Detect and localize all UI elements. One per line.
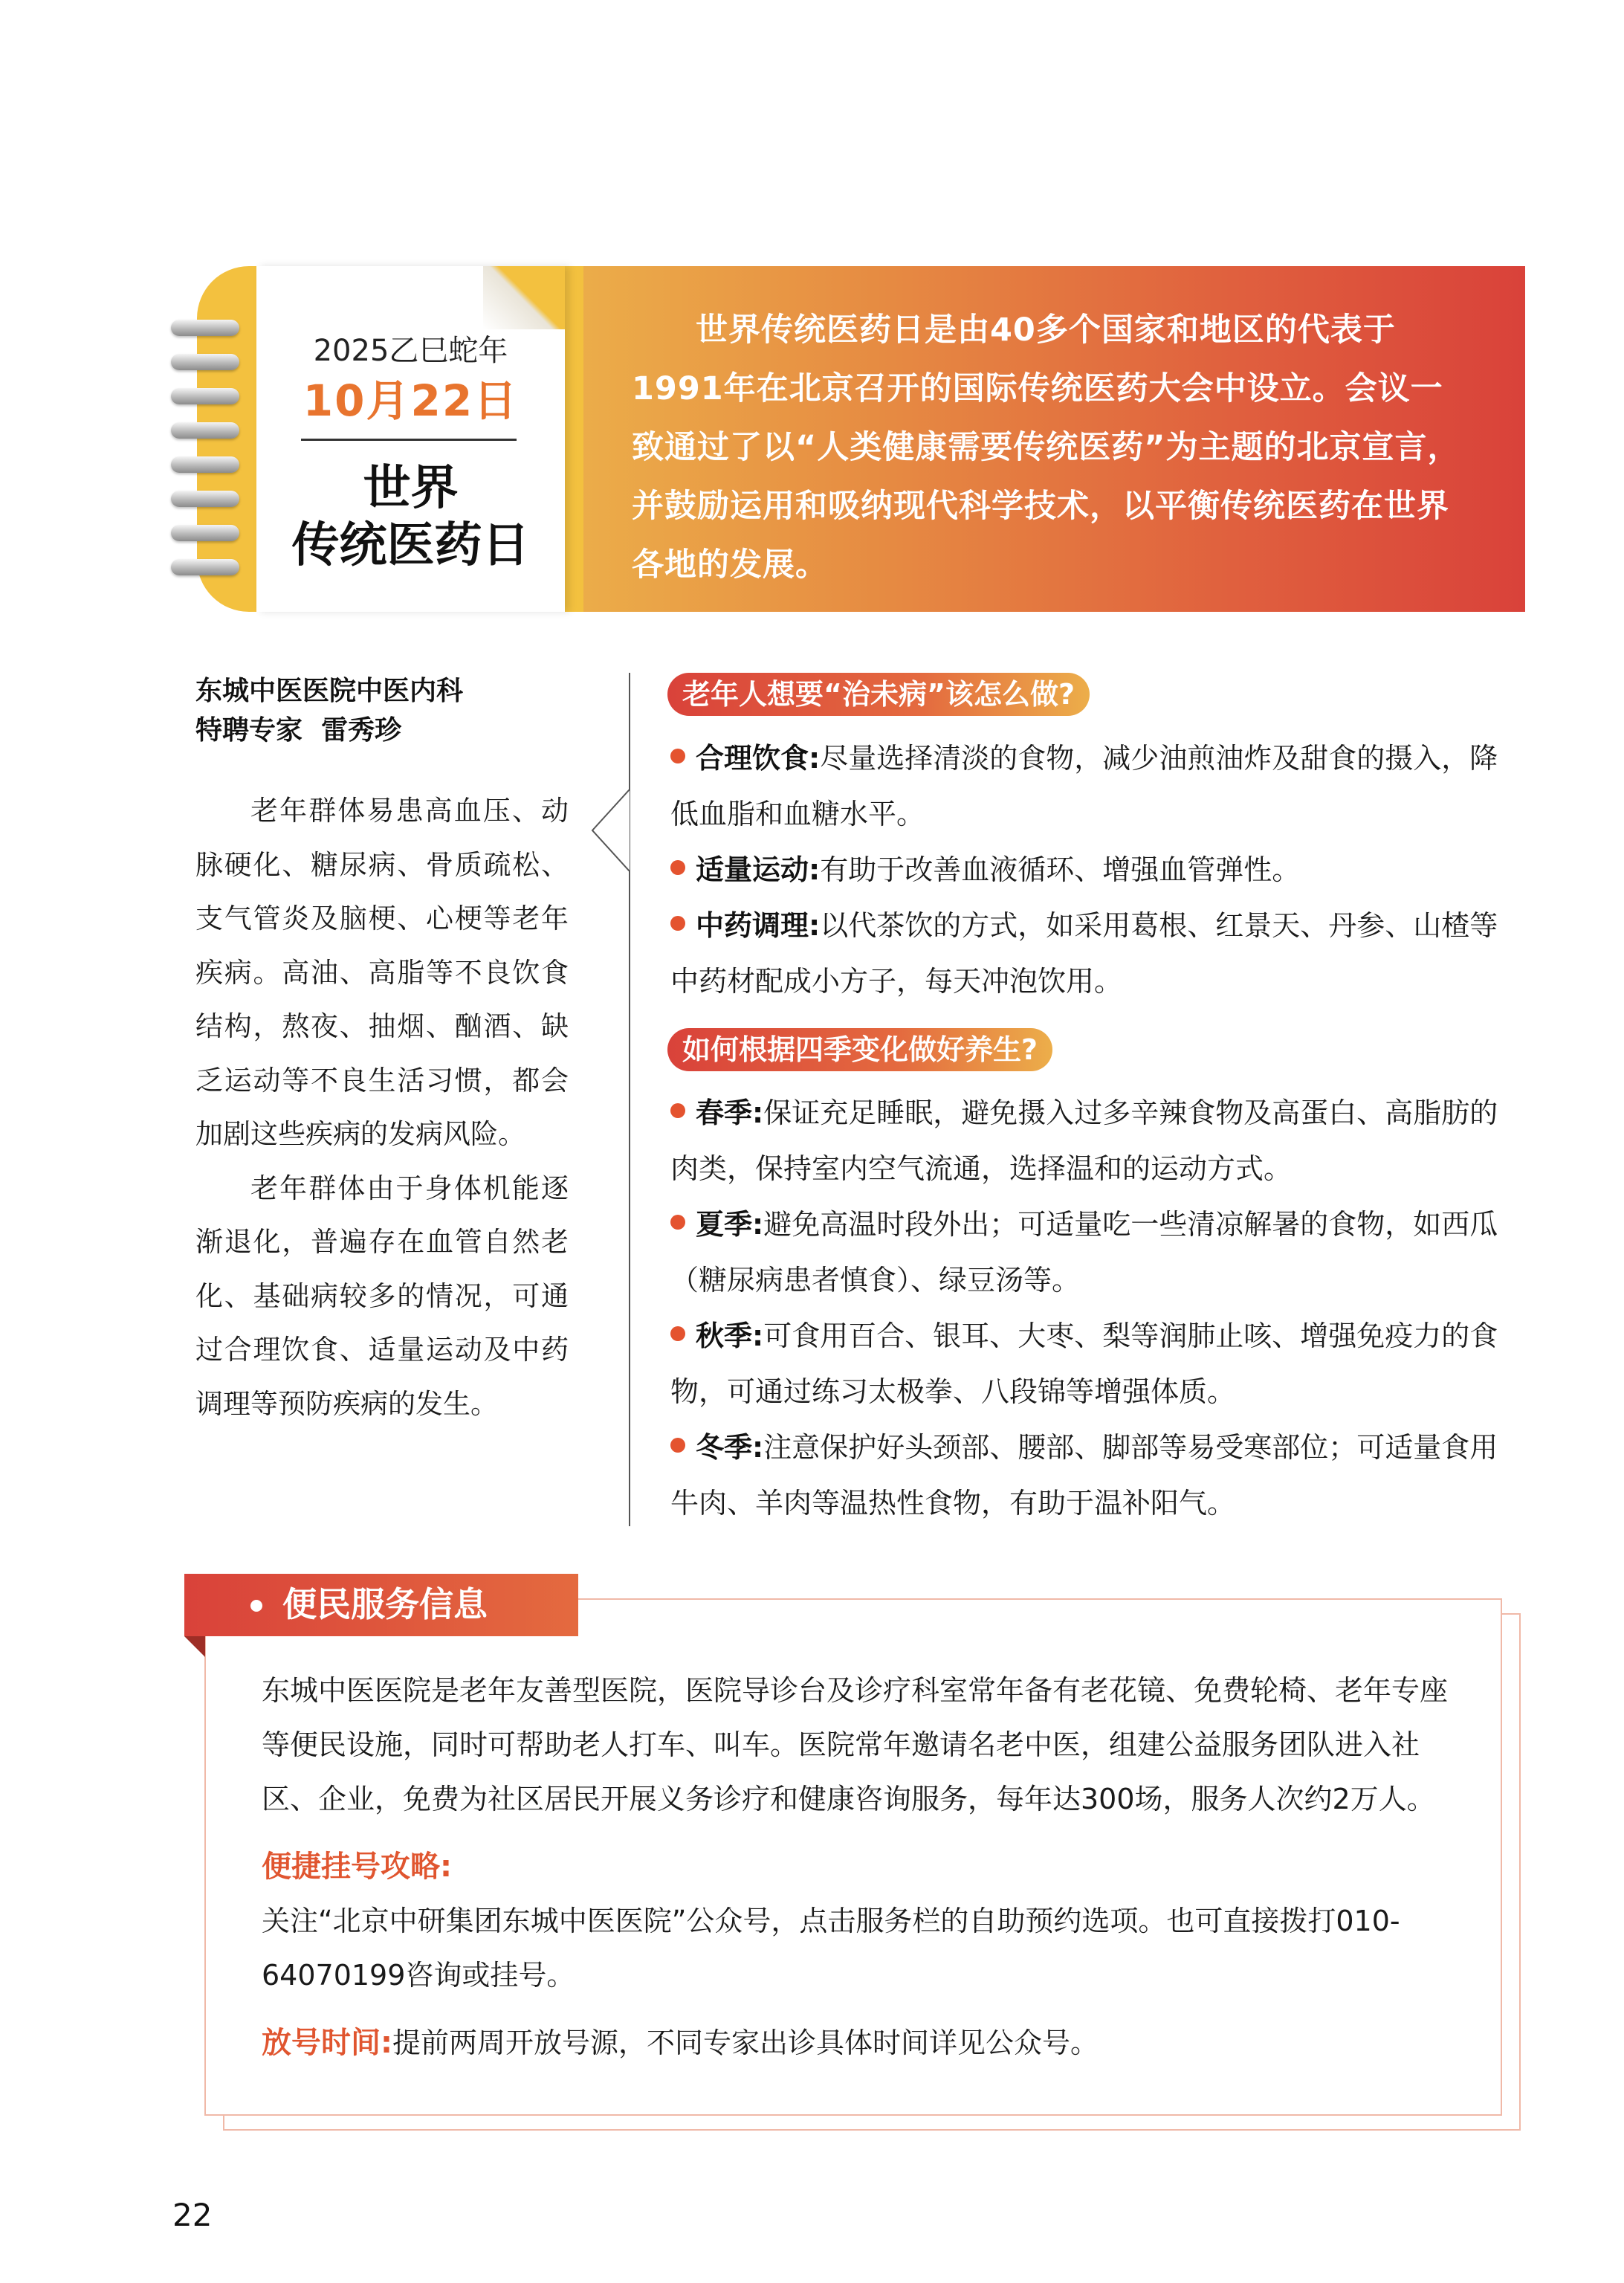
registration-heading: 便捷挂号攻略: — [262, 1850, 452, 1884]
banner-text: 世界传统医药日是由40多个国家和地区的代表于1991年在北京召开的国际传统医药大会中设立。会议一致通过了以“人类健康需要传统医药”为主题的北京宣言，并鼓励运用和吸纳现代科学技术，以平衡传统医药在世界各地的发展。 — [632, 311, 1460, 584]
service-intro: 东城中医医院是老年友善型医院，医院导诊台及诊疗科室常年备有老花镜、免费轮椅、老年专座等便民设施，同时可帮助老人打车、叫车。医院常年邀请名老中医，组建公益服务团队进入社区、企业，免费为社区居民开展义务诊疗和健康咨询服务，每年达300场，服务人次约2万人。 — [262, 1674, 1449, 1815]
release-time — [262, 2016, 1458, 2070]
speech-notch-icon — [591, 789, 631, 871]
page-number: 22 — [172, 2197, 213, 2233]
prevention-list — [670, 731, 1525, 1010]
calendar-title-line2: 传统医药日 — [291, 518, 530, 573]
calendar-divider — [301, 439, 517, 441]
binder-ring-icon — [171, 525, 239, 541]
list-item: 夏季:避免高温时段外出；可适量吃一些清凉解暑的食物，如西瓜（糖尿病患者慎食）、绿豆汤等。 — [670, 1208, 1498, 1297]
bullet-icon — [670, 1215, 685, 1230]
calendar-date: 10月22日 — [303, 375, 519, 426]
registration-text: 关注“北京中研集团东城中医医院”公众号，点击服务栏的自助预约选项。也可直接拨打010-64070199咨询或挂号。 — [262, 1905, 1400, 1992]
service-content — [262, 1664, 1458, 2070]
calendar-year: 2025乙巳蛇年 — [313, 334, 508, 368]
list-item: 中药调理:以代茶饮的方式，如采用葛根、红景天、丹参、山楂等中药材配成小方子，每天冲泡饮用。 — [670, 909, 1498, 998]
bullet-icon — [670, 860, 685, 875]
list-item: 合理饮食:尽量选择清淡的食物，减少油煎油炸及甜食的摄入，降低血脂和血糖水平。 — [670, 742, 1498, 830]
release-time-heading: 放号时间: — [262, 2026, 392, 2060]
section-heading-prevention: 老年人想要“治未病”该怎么做? — [667, 673, 1090, 716]
list-item: 秋季:可食用百合、银耳、大枣、梨等润肺止咳、增强免疫力的食物，可通过练习太极拳、八段锦等增强体质。 — [670, 1320, 1498, 1408]
article-paragraph: 老年群体易患高血压、动脉硬化、糖尿病、骨质疏松、支气管炎及脑梗、心梗等老年疾病。高油、高脂等不良饮食结构，熬夜、抽烟、酗酒、缺乏运动等不良生活习惯，都会加剧这些疾病的发病风险。 — [195, 795, 569, 1150]
binder-ring-icon — [171, 388, 239, 404]
binder-ring-icon — [171, 320, 239, 336]
seasons-list — [670, 1085, 1525, 1531]
binder-ring-icon — [171, 422, 239, 439]
article-paragraph: 老年群体由于身体机能逐渐退化，普遍存在血管自然老化、基础病较多的情况，可通过合理饮食、适量运动及中药调理等预防疾病的发生。 — [195, 1172, 569, 1420]
author-department: 东城中医医院中医内科 — [195, 676, 464, 706]
list-item: 适量运动:有助于改善血液循环、增强血管弹性。 — [670, 842, 1525, 898]
bullet-icon — [670, 916, 685, 931]
bullet-icon — [670, 1103, 685, 1118]
list-item: 冬季:注意保护好头颈部、腰部、脚部等易受寒部位；可适量食用牛肉、羊肉等温热性食物，有助于温补阳气。 — [670, 1431, 1498, 1520]
bullet-icon — [670, 1326, 685, 1341]
author-name: 特聘专家 雷秀珍 — [195, 715, 402, 746]
tab-bullet-icon — [250, 1600, 262, 1612]
page-curl-icon — [483, 266, 565, 329]
bullet-icon — [670, 1438, 685, 1453]
section-heading-seasons: 如何根据四季变化做好养生? — [667, 1028, 1052, 1071]
binder-ring-icon — [171, 491, 239, 507]
left-article — [195, 784, 569, 1431]
service-tab-label: 便民服务信息 — [282, 1584, 488, 1624]
binder-ring-icon — [171, 559, 239, 575]
binder-ring-icon — [171, 354, 239, 370]
calendar-title-line1: 世界 — [363, 461, 459, 516]
tab-fold-icon — [184, 1636, 205, 1657]
binder-ring-icon — [171, 456, 239, 473]
list-item: 春季:保证充足睡眠，避免摄入过多辛辣食物及高蛋白、高脂肪的肉类，保持室内空气流通，选择温和的运动方式。 — [670, 1097, 1498, 1185]
author-byline — [195, 671, 567, 750]
bullet-icon — [670, 749, 685, 763]
release-time-text: 提前两周开放号源，不同专家出诊具体时间详见公众号。 — [392, 2027, 1099, 2059]
